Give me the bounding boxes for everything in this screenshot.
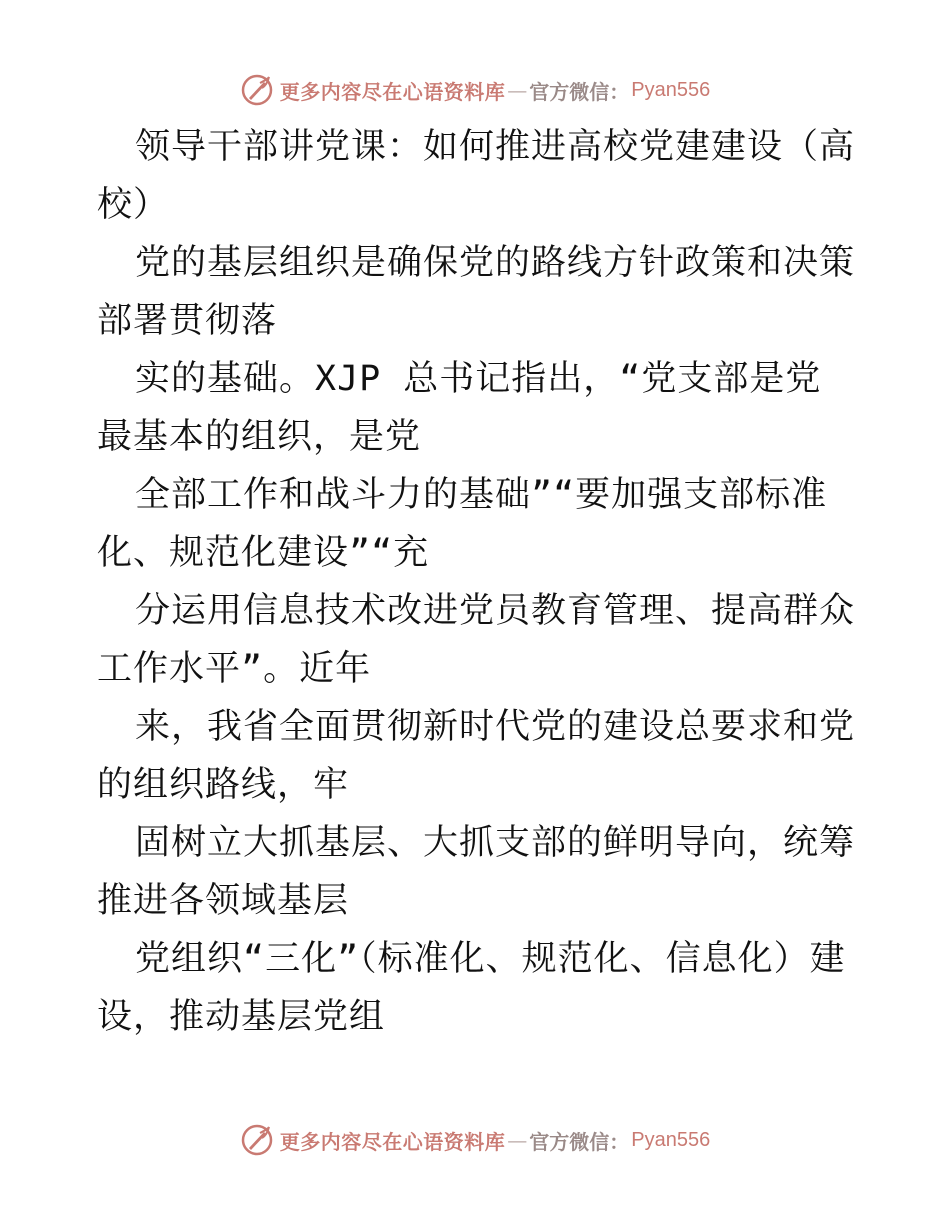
paragraph-5: 来，我省全面贯彻新时代党的建设总要求和党的组织路线，牢 bbox=[97, 707, 856, 805]
document-title: 领导干部讲党课：如何推进高校党建建设（高校） bbox=[97, 127, 856, 225]
watermark-text: 更多内容尽在心语资料库 bbox=[279, 79, 506, 104]
header-watermark bbox=[0, 68, 950, 112]
footer-watermark bbox=[0, 1118, 950, 1162]
paragraph-3: 全部工作和战斗力的基础”“要加强支部标准化、规范化建设”“充 bbox=[97, 475, 828, 573]
watermark-wechat-id: Pyan556 bbox=[631, 78, 711, 101]
document-body bbox=[97, 118, 857, 1046]
paragraph-6: 固树立大抓基层、大抓支部的鲜明导向，统筹推进各领域基层 bbox=[97, 823, 856, 921]
watermark-wechat-id: Pyan556 bbox=[631, 1128, 711, 1151]
watermark-wechat-label: 官方微信： bbox=[529, 79, 630, 104]
feather-pen-logo-icon bbox=[240, 73, 274, 107]
paragraph-7: 党组织“三化”（标准化、规范化、信息化）建设，推动基层党组 bbox=[97, 939, 846, 1037]
watermark-separator: — bbox=[507, 1128, 528, 1152]
watermark-separator: — bbox=[507, 78, 528, 102]
paragraph-2: 实的基础。XJP 总书记指出，“党支部是党最基本的组织，是党 bbox=[97, 359, 822, 457]
watermark-wechat-label: 官方微信： bbox=[529, 1129, 630, 1154]
paragraph-4: 分运用信息技术改进党员教育管理、提高群众工作水平”。近年 bbox=[97, 591, 856, 689]
feather-pen-logo-icon bbox=[240, 1123, 274, 1157]
watermark-text: 更多内容尽在心语资料库 bbox=[279, 1129, 506, 1154]
paragraph-1: 党的基层组织是确保党的路线方针政策和决策部署贯彻落 bbox=[97, 243, 856, 341]
